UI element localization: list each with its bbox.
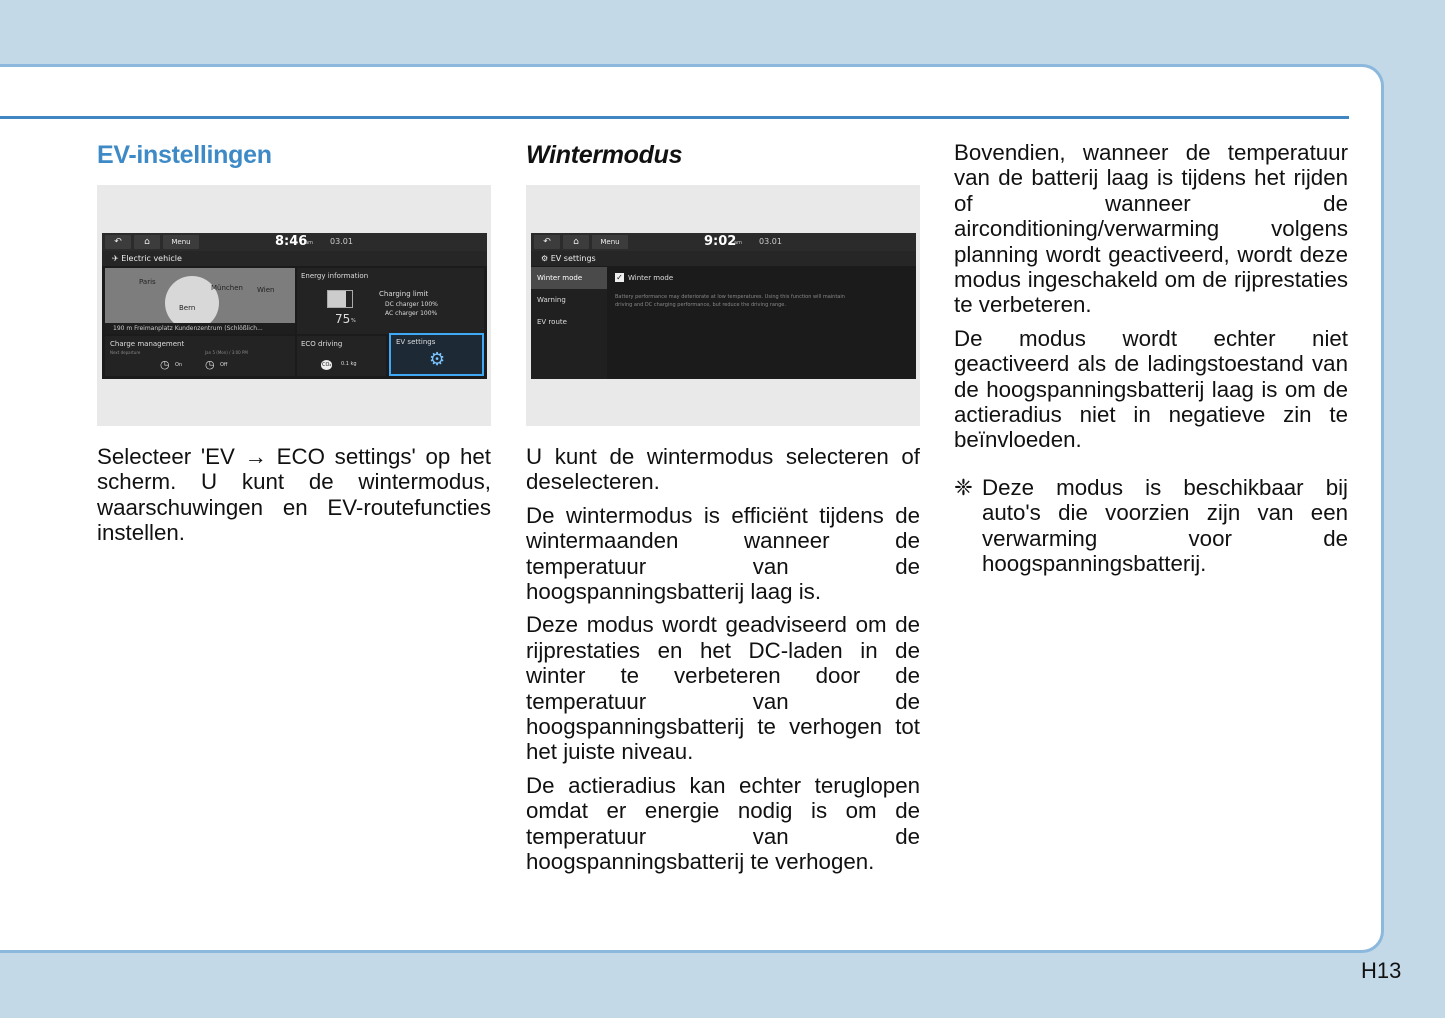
body-paragraph: Selecteer 'EV → ECO settings' op het scherm. U kunt de wintermodus, waarschuwingen en EV-routefuncties instellen. xyxy=(97,444,491,546)
co2-icon: CO₂ xyxy=(322,362,332,368)
winter-mode-description: Battery performance may deteriorate at low temperatures. Using this function will maintain driving and DC charging performance, but reduce the driving range. xyxy=(615,294,845,308)
infotainment-screen xyxy=(531,233,916,379)
charge-management-panel[interactable]: Charge management Next departure Jan 5 (Mon) / 3:00 PM ◷ On ◷ Off xyxy=(105,336,295,376)
date: 03.01 xyxy=(330,237,353,246)
ev-settings-tile[interactable]: EV settings ⚙ xyxy=(389,333,484,376)
winter-mode-label: Winter mode xyxy=(628,274,674,282)
column-ev-instellingen xyxy=(97,140,491,554)
column-continuation xyxy=(954,140,1348,577)
screen-title: ⚙ EV settings xyxy=(531,251,916,266)
am-label: am xyxy=(305,240,313,246)
body-paragraph: Deze modus wordt geadviseerd om de rijprestaties en het DC-laden in de winter te verbeteren door de temperatuur van de hoogspanningsbatterij te verhogen tot het juiste niveau. xyxy=(526,612,920,765)
winter-mode-checkbox[interactable]: ✓ xyxy=(616,273,623,282)
eco-driving-panel[interactable]: ECO driving CO₂ 0.1 kg xyxy=(297,336,386,376)
screenshot-ev-settings xyxy=(526,185,920,426)
battery-level xyxy=(328,291,346,307)
availability-note xyxy=(954,475,1348,577)
ev-icon: ✈ xyxy=(112,254,122,263)
settings-sidebar xyxy=(531,267,607,379)
body-paragraph: U kunt de wintermodus selecteren of deselecteren. xyxy=(526,444,920,495)
gear-icon: ⚙ xyxy=(541,254,551,263)
body-paragraph: De modus wordt echter niet geactiveerd als de ladingstoestand van de hoogspanningsbatterij laag is om de actieradius niet in negatieve zin te beïnvloeden. xyxy=(954,325,1348,453)
menu-button[interactable]: Menu xyxy=(592,235,628,249)
status-bar xyxy=(102,233,487,251)
date: 03.01 xyxy=(759,237,782,246)
energy-panel[interactable]: Energy information 75 % Charging limit DC charger 100% AC charger 100% xyxy=(297,268,484,334)
infotainment-screen xyxy=(102,233,487,379)
body-paragraph: Bovendien, wanneer de temperatuur van de batterij laag is tijdens het rijden of wanneer de airconditioning/verwarming volgens planning wordt geactiveerd, wordt deze modus ingeschakeld om de rijprestaties te verbeteren. xyxy=(954,140,1348,318)
clock-icon: ◷ xyxy=(205,358,215,371)
section-heading: Wintermodus xyxy=(526,141,683,169)
body-paragraph: De wintermodus is efficiënt tijdens de wintermaanden wanneer de temperatuur van de hoogspanningsbatterij laag is. xyxy=(526,502,920,605)
header-rule xyxy=(0,116,1349,119)
am-label: am xyxy=(734,240,742,246)
map-panel[interactable]: Paris München Wien Bern 190 m Freimanplatz Kundenzentrum (Schlößlich... xyxy=(105,268,295,334)
body-paragraph: De actieradius kan echter teruglopen omdat er energie nodig is om de temperatuur van de hoogspanningsbatterij te verhogen. xyxy=(526,772,920,875)
clock-icon: ◷ xyxy=(160,358,170,371)
destination-bar: 190 m Freimanplatz Kundenzentrum (Schlößlich... xyxy=(105,323,295,334)
back-icon[interactable]: ↶ xyxy=(534,235,560,249)
sidebar-item-warning[interactable]: Warning xyxy=(537,296,566,304)
home-icon[interactable]: ⌂ xyxy=(563,235,589,249)
sidebar-item-winter-mode[interactable]: Winter mode xyxy=(531,267,607,289)
note-symbol: ❈ xyxy=(954,474,973,500)
note-text: Deze modus is beschikbaar bij auto's die voorzien zijn van een verwarming voor de hoogspanningsbatterij. xyxy=(982,474,1348,577)
gear-icon: ⚙ xyxy=(429,349,446,370)
battery-icon xyxy=(327,290,353,308)
sidebar-item-ev-route[interactable]: EV route xyxy=(537,318,567,326)
clock: 8:46 xyxy=(275,234,308,249)
screen-title: ✈ Electric vehicle xyxy=(102,251,487,266)
screenshot-ev-menu xyxy=(97,185,491,426)
back-icon[interactable]: ↶ xyxy=(105,235,131,249)
status-bar xyxy=(531,233,916,251)
clock: 9:02 xyxy=(704,234,737,249)
section-heading: EV-instellingen xyxy=(97,141,272,169)
menu-button[interactable]: Menu xyxy=(163,235,199,249)
column-wintermodus xyxy=(526,140,920,883)
page-number: H13 xyxy=(1361,958,1402,983)
home-icon[interactable]: ⌂ xyxy=(134,235,160,249)
